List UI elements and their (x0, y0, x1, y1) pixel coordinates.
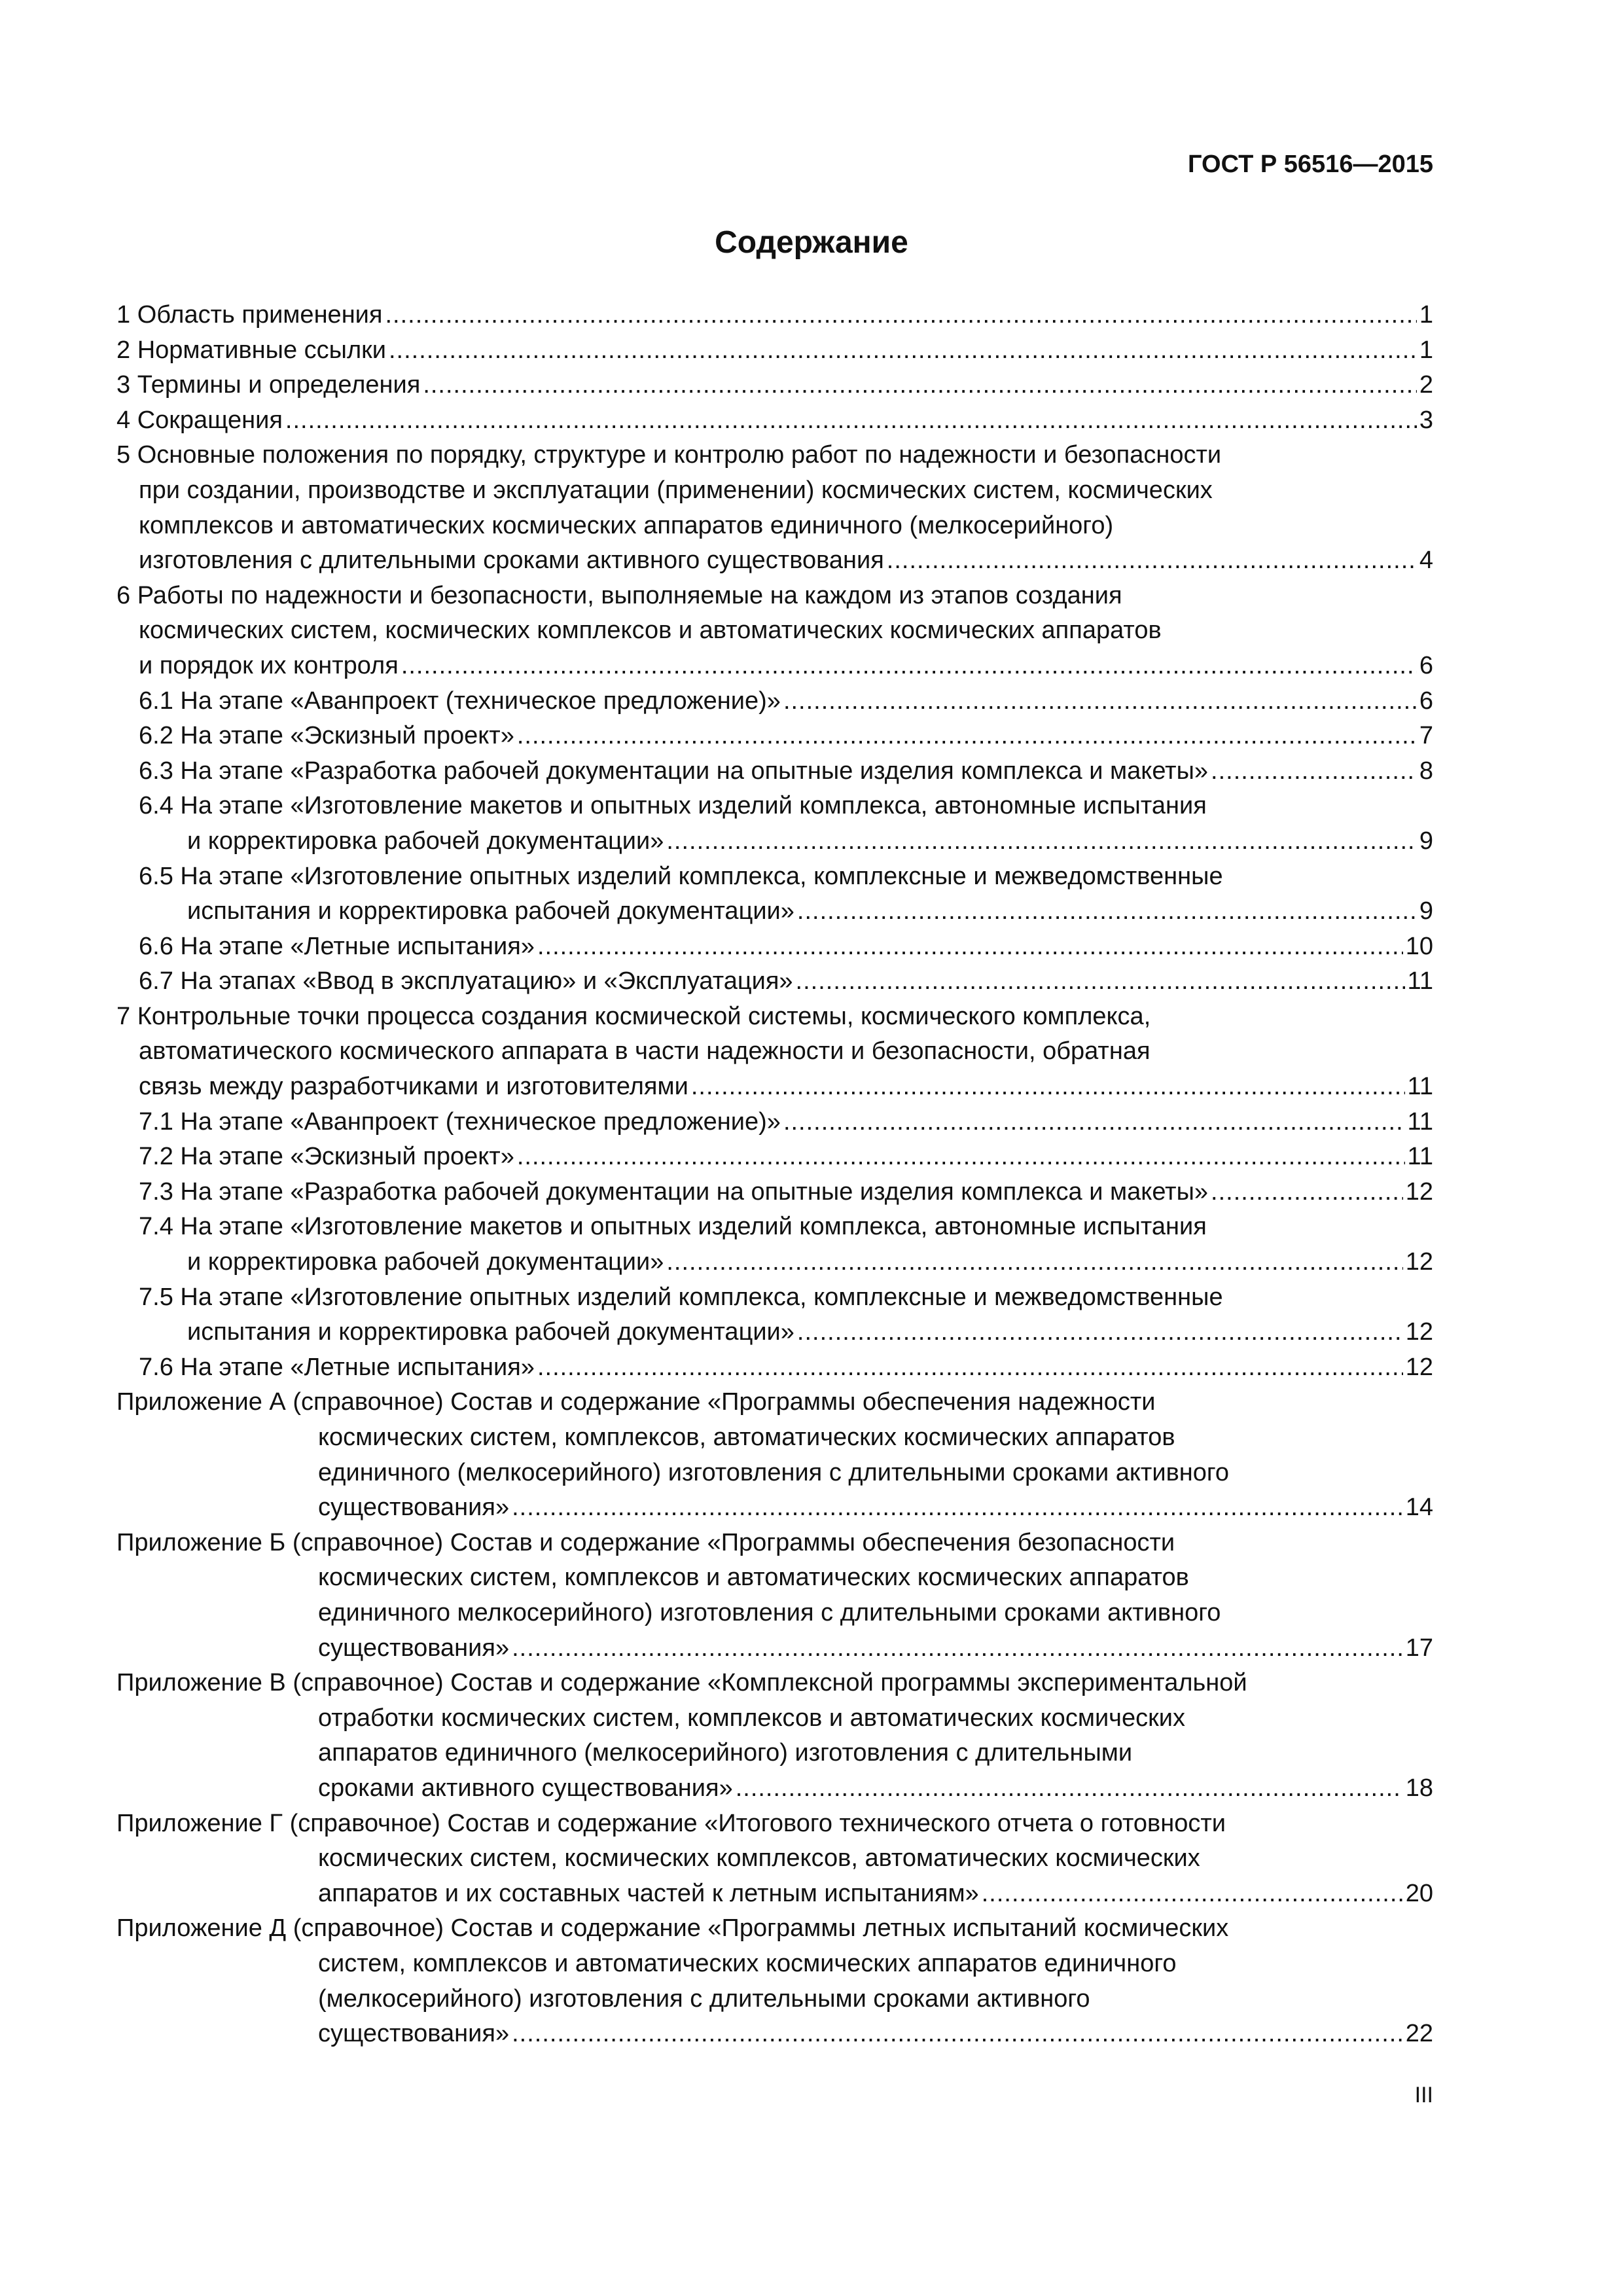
toc-entry-line (116, 1069, 1433, 1105)
dot-leader (887, 543, 1417, 579)
toc-page-number: 6 (1419, 651, 1433, 679)
toc-entry[interactable] (116, 1210, 1433, 1280)
dot-leader (401, 649, 1417, 684)
toc-entry-line (116, 333, 1433, 368)
toc-entry-line: отработки космических систем, комплексов и автоматических космических (318, 1704, 1185, 1732)
toc-entry-text: сроками активного существования» (318, 1774, 733, 1802)
toc-entry[interactable] (116, 1806, 1433, 1912)
dot-leader (423, 368, 1417, 403)
toc-entry-text: 7.6 На этапе «Летные испытания» (139, 1353, 535, 1381)
toc-page-number: 4 (1419, 547, 1433, 575)
toc-entry[interactable] (116, 368, 1433, 403)
toc-entry-line: автоматического космического аппарата в части надежности и безопасности, обратная (139, 1037, 1150, 1066)
dot-leader (512, 1631, 1403, 1666)
toc-page-number: 22 (1405, 2020, 1433, 2048)
toc-page-number: 3 (1419, 406, 1433, 434)
toc-entry[interactable] (116, 999, 1433, 1105)
dot-leader (736, 1771, 1403, 1806)
toc-entry[interactable] (116, 1911, 1433, 2051)
toc-page-number: 9 (1419, 897, 1433, 925)
toc-entry-line: аппаратов единичного (мелкосерийного) изготовления с длительными (318, 1739, 1133, 1767)
toc-entry-text: 7.2 На этапе «Эскизный проект» (139, 1143, 514, 1171)
toc-entry-text: существования» (318, 1494, 510, 1522)
toc-entry[interactable] (116, 1350, 1433, 1386)
toc-entry-text: 6.3 На этапе «Разработка рабочей документации на опытные изделия комплекса и макеты» (139, 757, 1209, 785)
toc-entry-line: систем, комплексов и автоматических космических аппаратов единичного (318, 1949, 1177, 1977)
toc-entry-line (116, 929, 1433, 965)
page-number: III (1414, 2083, 1433, 2108)
dot-leader (796, 964, 1405, 999)
toc-entry-line (116, 894, 1433, 929)
toc-entry-line (116, 1105, 1433, 1140)
toc-entry-line (116, 298, 1433, 333)
toc-page-number: 11 (1407, 1073, 1433, 1101)
dot-leader (537, 1350, 1403, 1386)
dot-leader (783, 684, 1417, 719)
toc-entry-line: 7.5 На этапе «Изготовление опытных изделий комплекса, комплексные и межведомственные (139, 1283, 1223, 1311)
toc-entry-line (116, 1139, 1433, 1175)
toc-entry-line (116, 1631, 1433, 1666)
toc-entry-line (116, 1876, 1433, 1912)
toc-entry-line: 6.5 На этапе «Изготовление опытных изделий комплекса, комплексные и межведомственные (139, 862, 1223, 890)
toc-entry-line: 7 Контрольные точки процесса создания космической системы, космического комплекса, (116, 1002, 1151, 1030)
dot-leader (389, 333, 1417, 368)
toc-entry-text: аппаратов и их составных частей к летным испытаниям» (318, 1879, 979, 1907)
toc-page-number: 2 (1419, 371, 1433, 399)
toc-page-number: 14 (1405, 1494, 1433, 1522)
toc-entry[interactable] (116, 1666, 1433, 1806)
dot-leader (537, 929, 1403, 965)
toc-page-number: 11 (1407, 967, 1433, 996)
dot-leader (1211, 1175, 1403, 1210)
toc-entry[interactable] (116, 298, 1433, 333)
dot-leader (982, 1876, 1403, 1912)
dot-leader (797, 894, 1417, 929)
table-of-contents (116, 298, 1433, 2052)
toc-entry[interactable] (116, 1139, 1433, 1175)
toc-entry-line (116, 1245, 1433, 1280)
toc-page-number: 17 (1405, 1634, 1433, 1662)
toc-page-number: 1 (1419, 301, 1433, 329)
toc-entry-line: Приложение Г (справочное) Состав и содержание «Итогового технического отчета о готовности (116, 1809, 1226, 1837)
dot-leader (797, 1315, 1403, 1350)
toc-entry-text: существования» (318, 1634, 510, 1662)
toc-entry-line (116, 649, 1433, 684)
toc-page-number: 8 (1419, 757, 1433, 785)
toc-entry-text: 2 Нормативные ссылки (116, 336, 386, 364)
toc-page-number: 11 (1407, 1143, 1433, 1171)
toc-entry-line (116, 1771, 1433, 1806)
toc-entry-text: 3 Термины и определения (116, 371, 421, 399)
toc-entry[interactable] (116, 579, 1433, 684)
toc-entry-line: 7.4 На этапе «Изготовление макетов и опытных изделий комплекса, автономные испытания (139, 1213, 1207, 1241)
toc-entry-line (116, 1350, 1433, 1386)
toc-entry-line (116, 543, 1433, 579)
toc-entry-line (116, 368, 1433, 403)
toc-entry-line: единичного (мелкосерийного) изготовления с длительными сроками активного (318, 1458, 1230, 1486)
toc-entry-line: 6.4 На этапе «Изготовление макетов и опытных изделий комплекса, автономные испытания (139, 792, 1207, 820)
toc-title: Содержание (715, 225, 908, 260)
toc-entry[interactable] (116, 438, 1433, 578)
toc-entry-text: 6.6 На этапе «Летные испытания» (139, 932, 535, 960)
toc-entry-text: 7.3 На этапе «Разработка рабочей документации на опытные изделия комплекса и макеты» (139, 1177, 1209, 1206)
toc-entry[interactable] (116, 1280, 1433, 1350)
toc-page-number: 12 (1405, 1177, 1433, 1206)
toc-page-number: 12 (1405, 1318, 1433, 1346)
toc-entry-text: испытания и корректировка рабочей документации» (187, 897, 794, 925)
dot-leader (517, 719, 1417, 754)
toc-entry[interactable] (116, 333, 1433, 368)
toc-entry-text: 7.1 На этапе «Аванпроект (техническое предложение)» (139, 1107, 781, 1136)
dot-leader (691, 1069, 1405, 1105)
toc-entry-text: существования» (318, 2020, 510, 2048)
toc-entry[interactable] (116, 929, 1433, 965)
dot-leader (512, 2017, 1403, 2052)
toc-entry-text: 6.2 На этапе «Эскизный проект» (139, 722, 514, 750)
toc-entry[interactable] (116, 684, 1433, 719)
toc-entry-line (116, 684, 1433, 719)
toc-entry-text: изготовления с длительными сроками активного существования (139, 547, 884, 575)
toc-page-number: 12 (1405, 1248, 1433, 1276)
toc-page-number: 7 (1419, 722, 1433, 750)
dot-leader (666, 824, 1417, 859)
toc-entry[interactable] (116, 964, 1433, 999)
toc-entry[interactable] (116, 789, 1433, 859)
toc-entry-line (116, 964, 1433, 999)
toc-page-number: 9 (1419, 827, 1433, 855)
toc-entry-text: и порядок их контроля (139, 651, 399, 679)
toc-entry[interactable] (116, 719, 1433, 754)
dot-leader (666, 1245, 1402, 1280)
toc-page-number: 6 (1419, 687, 1433, 715)
toc-entry-line: Приложение Б (справочное) Состав и содержание «Программы обеспечения безопасности (116, 1528, 1175, 1556)
toc-entry-line: Приложение В (справочное) Состав и содержание «Комплексной программы экспериментальной (116, 1669, 1247, 1697)
toc-entry-line (116, 1315, 1433, 1350)
toc-entry-line: при создании, производстве и эксплуатации (применении) космических систем, космических (139, 476, 1213, 504)
toc-entry-text: 1 Область применения (116, 301, 383, 329)
toc-entry-line (116, 403, 1433, 439)
toc-entry[interactable] (116, 403, 1433, 439)
toc-entry-line (116, 2017, 1433, 2052)
toc-entry-line: космических систем, комплексов, автоматических космических аппаратов (318, 1424, 1175, 1451)
toc-entry-line (116, 754, 1433, 789)
toc-entry-line: (мелкосерийного) изготовления с длительными сроками активного (318, 1984, 1090, 2013)
toc-entry[interactable] (116, 1526, 1433, 1666)
toc-page-number: 12 (1405, 1353, 1433, 1381)
dot-leader (385, 298, 1416, 333)
toc-entry-line: 6 Работы по надежности и безопасности, выполняемые на каждом из этапов создания (116, 581, 1122, 609)
toc-entry-line: Приложение Д (справочное) Состав и содержание «Программы летных испытаний космических (116, 1914, 1229, 1943)
toc-entry-line: космических систем, космических комплексов и автоматических космических аппаратов (139, 617, 1162, 645)
toc-entry-line: Приложение А (справочное) Состав и содержание «Программы обеспечения надежности (116, 1388, 1156, 1416)
toc-entry-line: единичного мелкосерийного) изготовления с длительными сроками активного (318, 1598, 1221, 1626)
toc-entry-line: космических систем, космических комплексов, автоматических космических (318, 1844, 1200, 1873)
toc-page-number: 18 (1405, 1774, 1433, 1802)
toc-entry-text: и корректировка рабочей документации» (187, 827, 664, 855)
toc-page-number: 11 (1407, 1107, 1433, 1136)
toc-entry[interactable] (116, 859, 1433, 929)
dot-leader (1211, 754, 1417, 789)
toc-entry[interactable] (116, 1105, 1433, 1140)
toc-entry-text: 4 Сокращения (116, 406, 283, 434)
toc-entry-line (116, 824, 1433, 859)
document-code-header: ГОСТ Р 56516—2015 (1188, 151, 1433, 178)
toc-page-number: 20 (1405, 1879, 1433, 1907)
toc-page-number: 1 (1419, 336, 1433, 364)
toc-entry-text: связь между разработчиками и изготовителями (139, 1073, 688, 1101)
toc-entry-line (116, 1175, 1433, 1210)
dot-leader (285, 403, 1417, 439)
toc-entry[interactable] (116, 1175, 1433, 1210)
dot-leader (783, 1105, 1405, 1140)
toc-entry-line: 5 Основные положения по порядку, структуре и контролю работ по надежности и безопасности (116, 441, 1222, 469)
toc-entry[interactable] (116, 1385, 1433, 1525)
toc-entry-text: и корректировка рабочей документации» (187, 1248, 664, 1276)
toc-entry-line: комплексов и автоматических космических аппаратов единичного (мелкосерийного) (139, 511, 1114, 539)
toc-entry-line: космических систем, комплексов и автоматических космических аппаратов (318, 1564, 1189, 1592)
toc-entry[interactable] (116, 754, 1433, 789)
toc-entry-text: 6.1 На этапе «Аванпроект (техническое предложение)» (139, 687, 781, 715)
dot-leader (512, 1490, 1403, 1526)
toc-page-number: 10 (1405, 932, 1433, 960)
dot-leader (517, 1139, 1405, 1175)
toc-entry-line (116, 1490, 1433, 1526)
toc-entry-text: 6.7 На этапах «Ввод в эксплуатацию» и «Эксплуатация» (139, 967, 793, 996)
toc-entry-text: испытания и корректировка рабочей документации» (187, 1318, 794, 1346)
toc-entry-line (116, 719, 1433, 754)
